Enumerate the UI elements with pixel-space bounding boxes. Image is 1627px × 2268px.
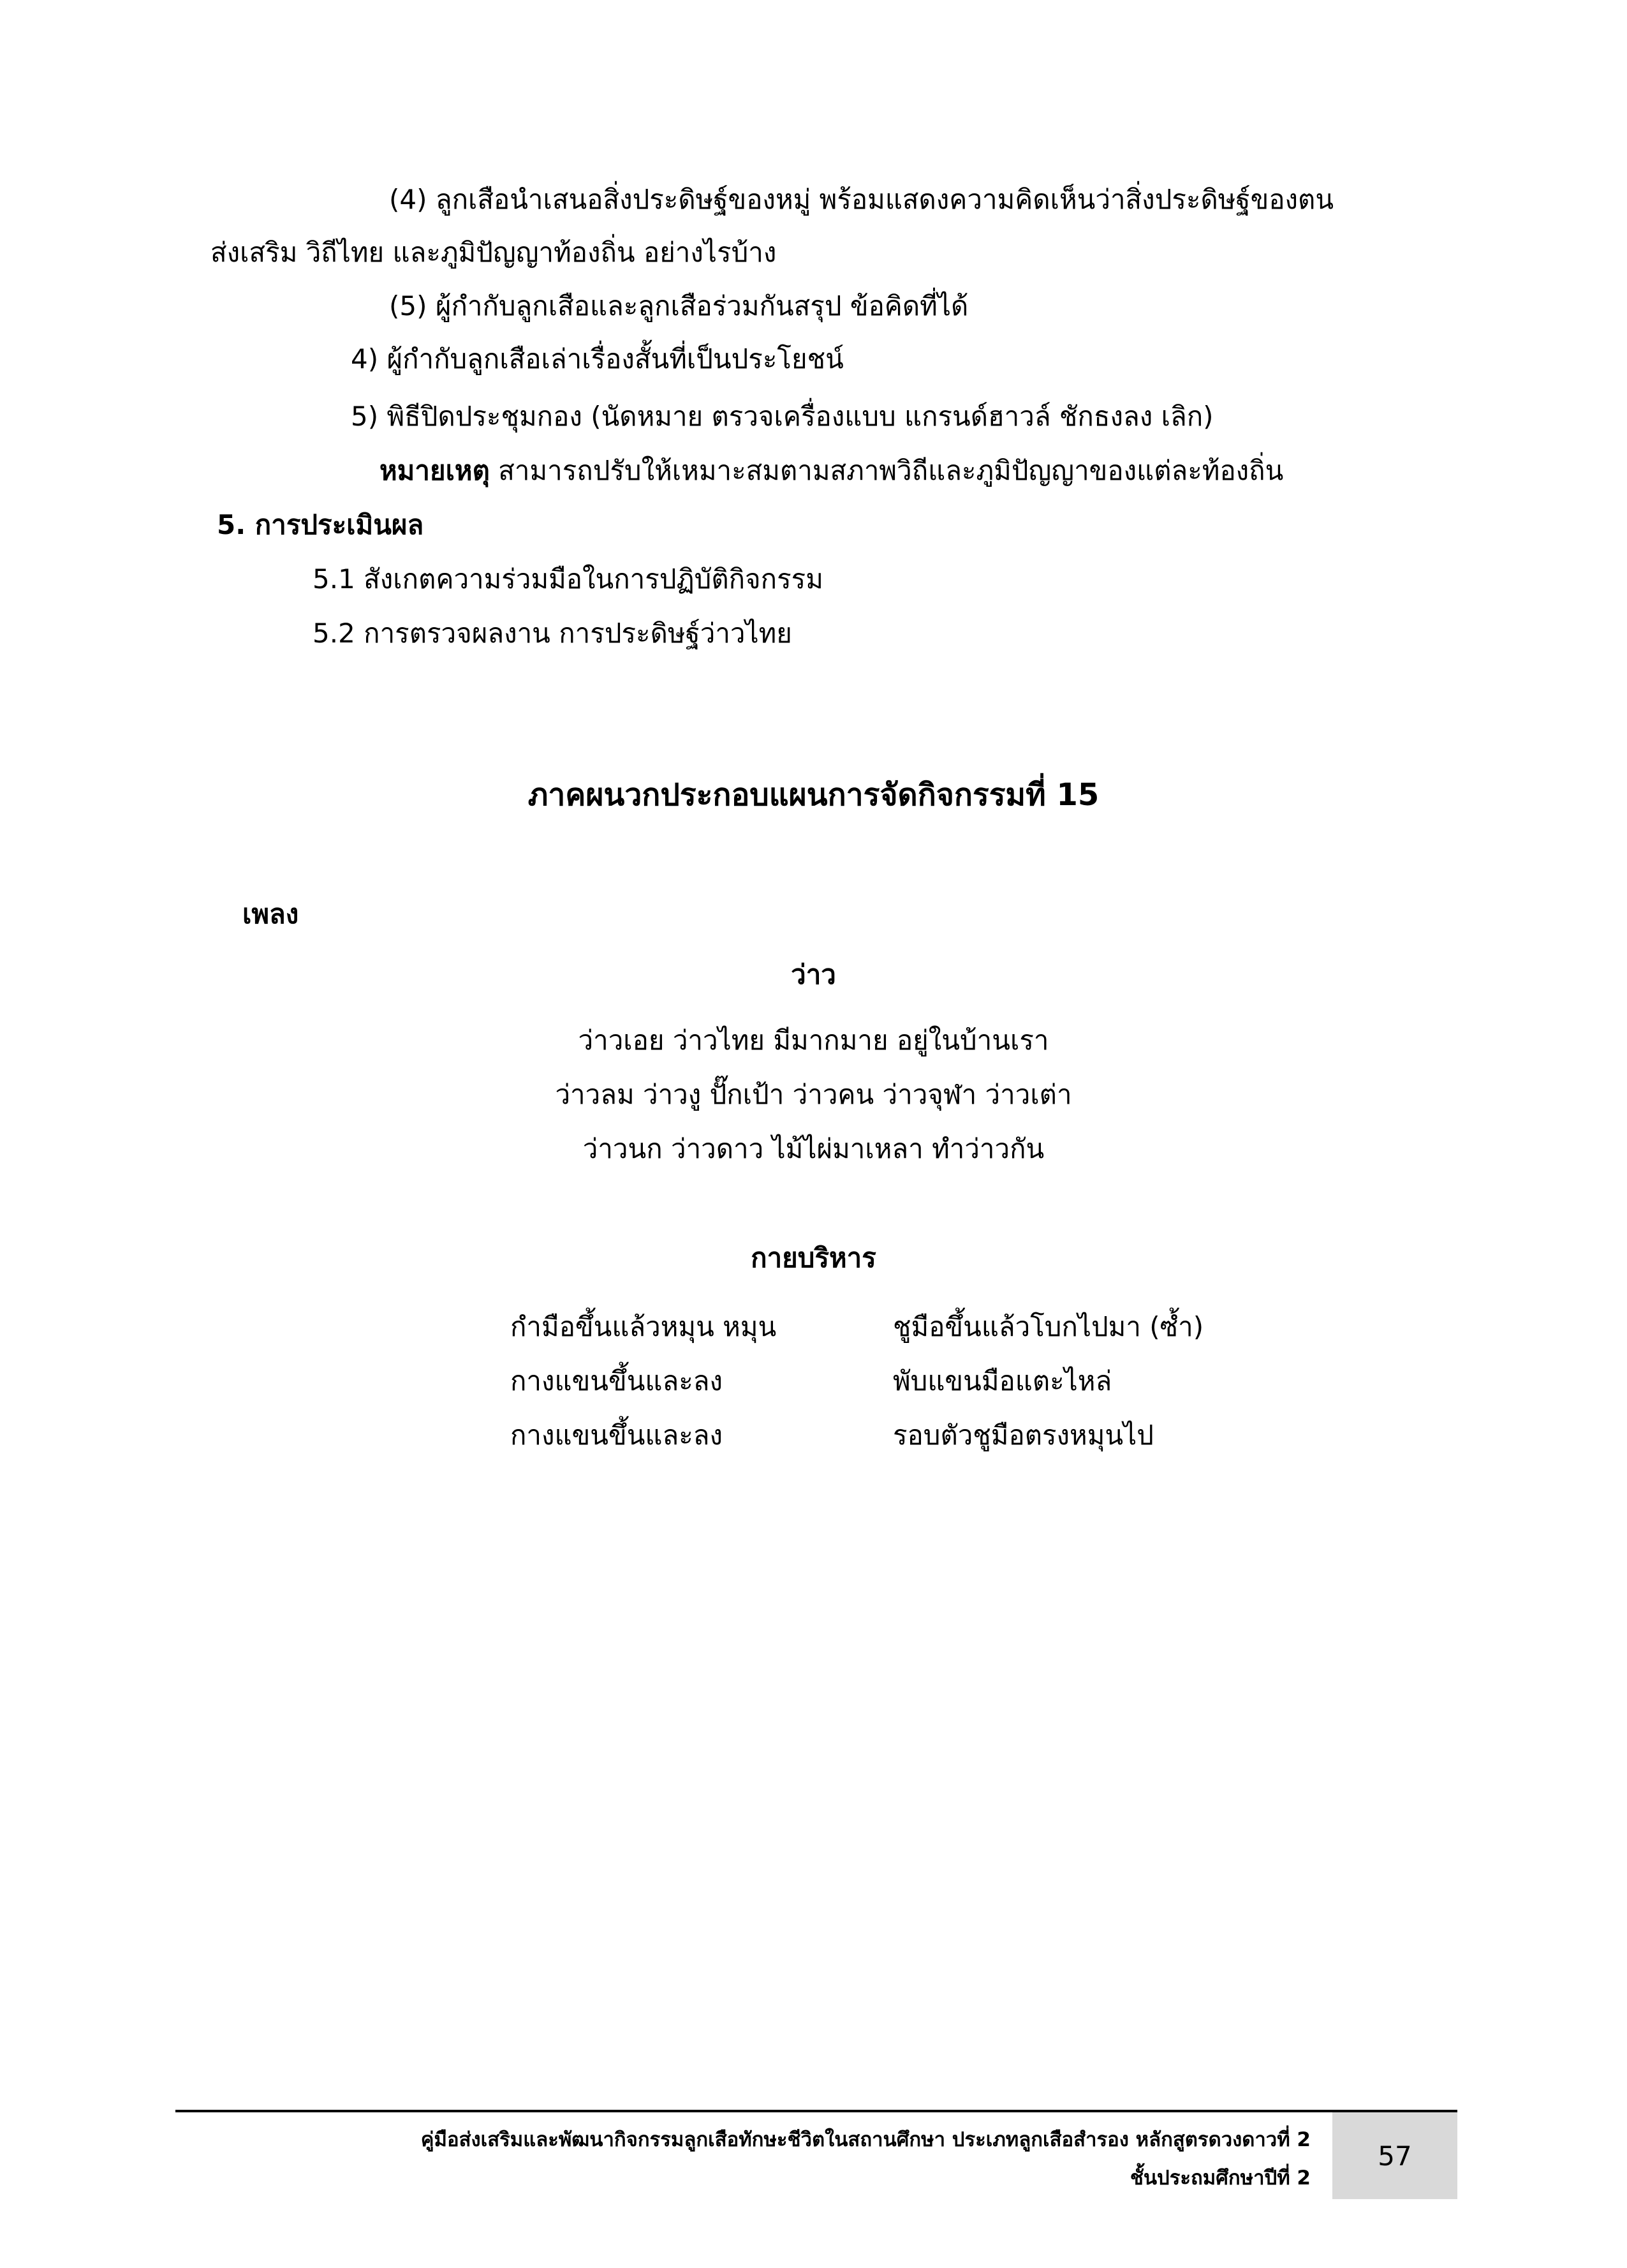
page-number: 57 [1378,2140,1412,2172]
song-title: ว่าว [791,959,836,990]
exercise-left-2: กางแขนขึ้นและลง [510,1365,723,1397]
evaluation-item-2: 5.2 การตรวจผลงาน การประดิษฐ์ว่าวไทย [313,618,792,649]
song-label: เพลง [242,898,299,930]
item-4-line-1: (4) ลูกเสือนำเสนอสิ่งประดิษฐ์ของหมู่ พร้อมแสดงความคิดเห็นว่าสิ่งประดิษฐ์ของตน [389,184,1334,215]
exercise-right-3: รอบตัวชูมือตรงหมุนไป [893,1419,1154,1451]
footer-line-1: คู่มือส่งเสริมและพัฒนากิจกรรมลูกเสือทักษะชีวิตในสถานศึกษา ประเภทลูกเสือสำรอง หลักสูตรดวงดาวที่ 2 [420,2128,1311,2151]
step-5: 5) พิธีปิดประชุมกอง (นัดหมาย ตรวจเครื่องแบบ แกรนด์ฮาวล์ ชักธงลง เลิก) [351,401,1214,432]
footer-line-2: ชั้นประถมศึกษาปีที่ 2 [1130,2167,1311,2190]
exercise-title: กายบริหาร [751,1242,876,1273]
exercise-left-1: กำมือขึ้นแล้วหมุน หมุน [510,1311,777,1342]
note [379,453,1283,489]
exercise-right-1: ชูมือขึ้นแล้วโบกไปมา (ซ้ำ) [893,1311,1204,1342]
note-text: สามารถปรับให้เหมาะสมตามสภาพวิถีและภูมิปัญญาของแต่ละท้องถิ่น [489,455,1284,486]
item-4-line-2: ส่งเสริม วิถีไทย และภูมิปัญญาท้องถิ่น อย่างไรบ้าง [210,237,777,268]
page-number-box [1332,2112,1457,2199]
appendix-title: ภาคผนวกประกอบแผนการจัดกิจกรรมที่ 15 [527,777,1100,813]
exercise-right-2: พับแขนมือแตะไหล่ [893,1365,1112,1397]
item-5: (5) ผู้กำกับลูกเสือและลูกเสือร่วมกันสรุป ข้อคิดที่ได้ [389,290,969,322]
note-label: หมายเหตุ [379,455,490,486]
step-4: 4) ผู้กำกับลูกเสือเล่าเรื่องสั้นที่เป็นประโยชน์ [351,343,844,374]
song-line-2: ว่าวลม ว่าวงู ปั๊กเป้า ว่าวคน ว่าวจุฬา ว่าวเต่า [555,1079,1072,1110]
evaluation-heading: 5. การประเมินผล [217,509,424,540]
exercise-left-3: กางแขนขึ้นและลง [510,1419,723,1451]
song-line-3: ว่าวนก ว่าวดาว ไม้ไผ่มาเหลา ทำว่าวกัน [582,1133,1045,1164]
song-line-1: ว่าวเอย ว่าวไทย มีมากมาย อยู่ในบ้านเรา [578,1025,1049,1056]
footer-rule [175,2110,1457,2112]
evaluation-item-1: 5.1 สังเกตความร่วมมือในการปฏิบัติกิจกรรม [313,563,823,595]
